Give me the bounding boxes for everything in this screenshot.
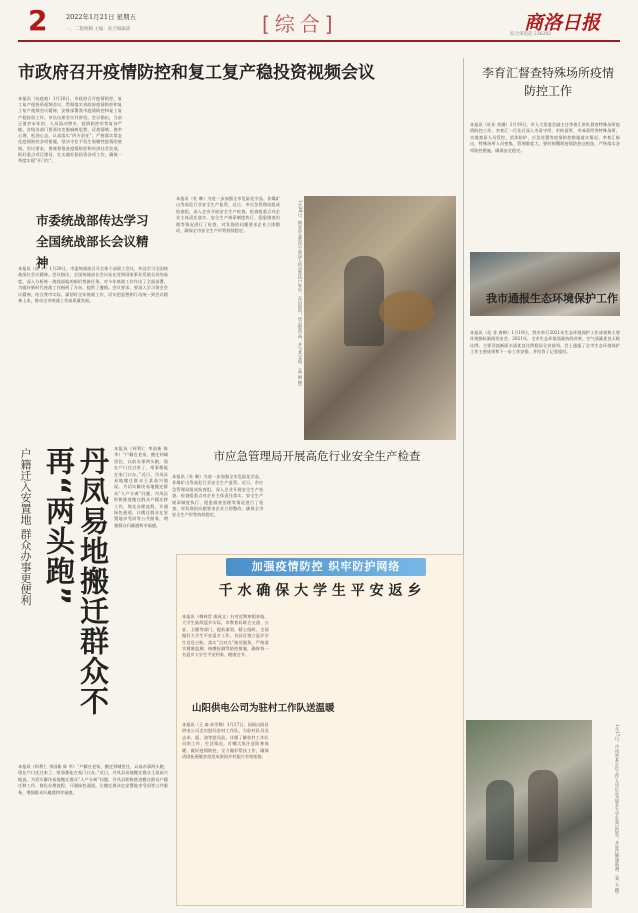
photo-caption: 1月20日，镇安县各帮扶干部深入结对帮扶户家中，走访慰问，送去慰问品，并与其交流。（高 娟 摄） [298, 200, 303, 389]
paper-logo: 商洛日报 [524, 12, 601, 34]
story-four-body: 本报讯（杜 琳）为进一步加强全市危险化学品、非煤矿山等高危行业安全生产监管，近日，市应急管理局组成检查组，深入企业开展安全生产检查。检查组重点对企业主体责任落实、安全生产规章制度执行、隐患排查治理等情况进行了检查，对发现的问题要求企业立即整改，确保全市安全生产形势持续稳定。 [172, 474, 264, 518]
page-number: 2 [28, 4, 48, 37]
sub-header-left: 一、二版统稿 主编：综合编辑部 [66, 27, 131, 32]
story-three [18, 210, 168, 440]
story-four-headline: 市应急管理局开展高危行业安全生产检查 [213, 449, 421, 463]
story-two-body: 本报讯（杜亚 余潮）1月19日，市人大常委会副主任李育汇带队督查特殊场所疫情防控工作。李育汇一行先后深入市看守所、市拘留所、市戒毒所等特殊场所，实地查看人员管控、消杀防护、应急处置等疫情防控措施落实情况。李育汇指出，特殊场所人员密集、管理难度大，要时刻绷紧疫情防控这根弦，严格落实各项防控措施，确保安全稳定。 [470, 122, 620, 153]
story-three-headline: 市委统战部传达学习全国统战部长会议精神 [36, 213, 149, 270]
feature-story [18, 446, 168, 906]
banner-text: 加强疫情防控 织牢防护网络 [251, 560, 401, 573]
story-four-columns [172, 474, 462, 544]
story-six-headline: 千 水 确 保 大 学 生 平 安 返 乡 [218, 583, 422, 599]
bottom-photo-caption: 1月17日，丹凤县某小区工作人员正在为返乡大学生登记信息，并进行健康监测。（刘 玉 摄） [615, 724, 620, 896]
story-three-body: 本报讯（孙 平）1月20日，市委统战部召开全体干部职工会议，传达学习全国统战部长会议精神。会议指出，全国统战部长会议站在党和国家事业发展全局的高度，深入分析统一战线面临的新形势新任务，对今年统战工作作出了全面部署，为做好新时代统战工作指明了方向、提供了遵循。会议要求，要深入学习领会会议精神，结合我市实际，谋划好全年统战工作，切实把思想和行动统一到会议精神上来，推动全市统战工作高质量发展。 [18, 266, 168, 304]
issue-date: 2022年1月21日 星期五 [66, 13, 137, 21]
feature-body-right: 本报讯（柯利仁 李国新 陈 华）“户籍在老家，搬迁到城里住，以前办事两头跑，现在户口迁过来了，啥事都能在家门口办。”近日，丹凤县易地搬迁群众王某高兴地说。为切实解决易地搬迁群众“人户分离”问题，丹凤县积极推进搬迁群众户籍迁移工作，简化办理流程，开通绿色通道，让搬迁群众在安置地享受同等公共服务，增强群众归属感和幸福感。 [114, 446, 168, 528]
story-five [470, 292, 620, 722]
story-six-columns [182, 614, 458, 688]
feature-headline-main: 丹凤易地搬迁群众不再“两头跑” [42, 446, 110, 716]
news-photo [304, 196, 456, 440]
story-seven-body: 本报讯（王 森 孙雪梅）1月17日，国网山阳县供电公司走访慰问驻村工作队，为驻村队员送去米、面、油等慰问品，详细了解驻村工作队员的工作、生活情况，叮嘱大家注意防寒保暖，做好疫情防控，全力做好帮扶工作，确保巩固拓展脱贫攻坚成果同乡村振兴有效衔接。 [182, 722, 269, 760]
story-five-photo [470, 252, 620, 316]
story-seven-headline: 山阳供电公司为驻村工作队送温暖 [192, 703, 335, 714]
photo-person-shape [344, 256, 384, 346]
story-six-body: 本报讯（梅林青 康成文）针对近期寒假来临、大学生陆续返乡实际，市教育局联合交通、公安、卫健等部门，提前谋划，精心组织，全面做好大学生平安返乡工作。各县区建立返乡学生信息台账，落实“点对点”接送服务，严格落实健康监测、核酸检测等防控措施，确保每一名返乡大学生平安到家、健康过节。 [182, 614, 269, 658]
story-four [172, 448, 462, 548]
feature-headline-sub: 户籍迁入安置地 群众办事更便利 [19, 448, 32, 606]
story-two-headline: 李育汇督查特殊场所疫情防控工作 [481, 66, 614, 98]
lead-story [18, 58, 458, 198]
story-six [182, 580, 458, 690]
photo-figure-a [486, 780, 514, 860]
photo-figure-b [528, 770, 558, 862]
story-seven-columns [182, 722, 458, 898]
photo-basket-shape [379, 291, 434, 331]
story-five-body: 本报讯（化 非 唐梅）1月19日，我市举行2021年生态环境保护工作成效和主要环境指标新闻发布会。2021年，全市生态环境质量持续改善，空气质量优良天数比例、主要河流断面水质优良比例稳居全省前列。会上通报了全市生态环境保护工作主要成效和下一步工作安排，并回答了记者提问。 [470, 330, 620, 355]
story-five-headline: 我市通报生态环境保护工作 [486, 292, 618, 305]
bottom-photo [466, 720, 592, 908]
lead-body-continued: 本报讯（杜 琳）为进一步加强全市危险化学品、非煤矿山等高危行业安全生产监管，近日，市应急管理局组成检查组，深入企业开展安全生产检查。检查组重点对企业主体责任落实、安全生产规章制度执行、隐患排查治理等情况进行了检查，对发现的问题要求企业立即整改，确保全市安全生产形势持续稳定。 [176, 196, 280, 234]
banner-header [226, 558, 426, 576]
section-label: [综合] [262, 12, 338, 36]
lead-headline: 市政府召开疫情防控和复工复产稳投资视频会议 [18, 63, 375, 83]
lead-body: 本报讯（抗疫痕）1月20日，市政府召开疫情防控、复工复产稳投资视频会议，贯彻落实省政府疫情防控和复工复产视频会议精神，安排部署我市疫情防控和复工复产稳投资工作。市长出席会议并讲话。会议指出，当前正值岁末年初，人员流动增多，疫情防控形势复杂严峻。各级各部门要坚决克服麻痹思想、厌战情绪、侥幸心理、松劲心态，认真落实“四方责任”，严格落实常态化疫情防控各项措施，坚决守住不发生规模性疫情的底线。会议要求，要统筹推进疫情防控和经济社会发展，抓好重点项目建设，扎实做好稳投资各项工作，确保一季度实现“开门红”。 [18, 96, 122, 164]
story-seven [182, 700, 458, 900]
lead-body-columns [18, 96, 458, 166]
feature-body-bottom: 本报讯（柯利仁 李国新 陈 华）“户籍在老家，搬迁到城里住，以前办事两头跑，现在户口迁过来了，啥事都能在家门口办。”近日，丹凤县易地搬迁群众王某高兴地说。为切实解决易地搬迁群众“人户分离”问题，丹凤县积极推进搬迁群众户籍迁移工作，简化办理流程，开通绿色通道，让搬迁群众在安置地享受同等公共服务，增强群众归属感和幸福感。 [18, 764, 168, 795]
masthead-rule [18, 40, 620, 42]
masthead [0, 0, 638, 44]
sub-header-right: 综合部电话 236292 [510, 32, 552, 37]
